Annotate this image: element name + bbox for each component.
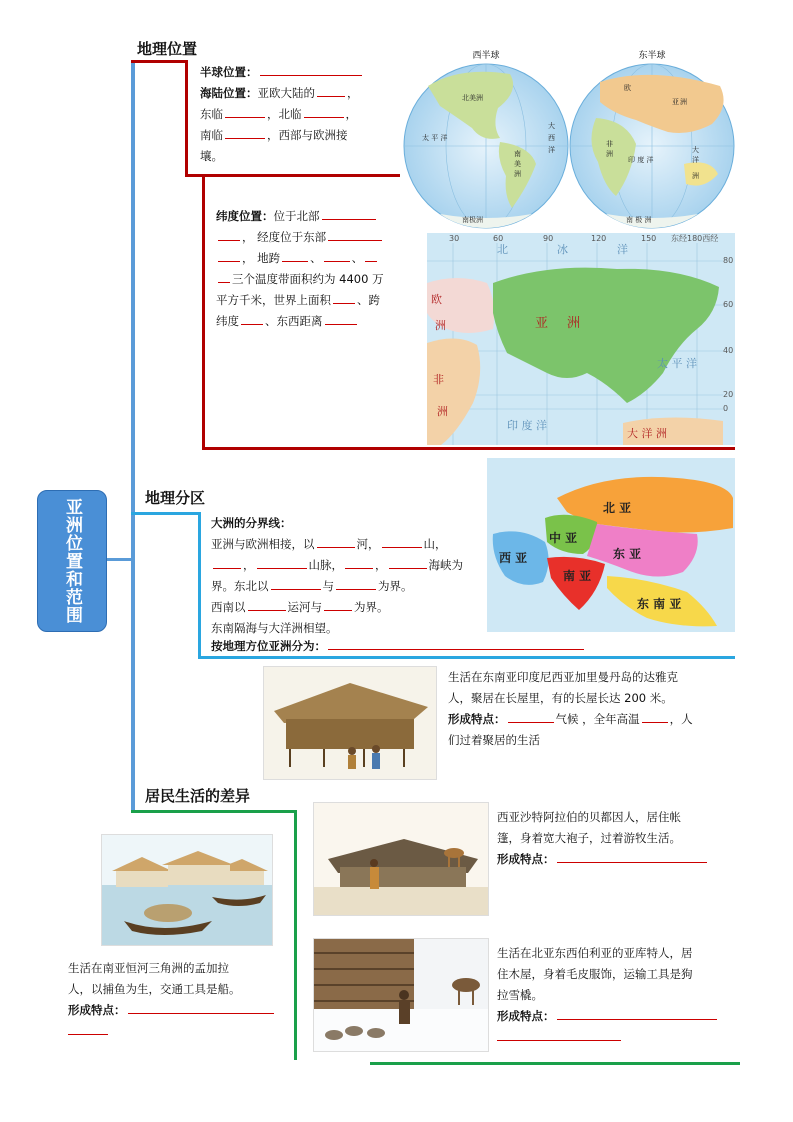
latlon-text-5: 平方千米，世界上面积 xyxy=(216,293,331,307)
tick-label: 40 xyxy=(723,346,734,355)
residents-heading: 居民生活的差异 xyxy=(145,787,251,805)
title-connector xyxy=(105,558,133,561)
location-block-2: 纬度位置：位于北部 ， 经度位于东部 ， 地跨 、 、 三个温度带面积约为 4400 万 平方千米，世界上面积 、跨 纬度 、东西距离 xyxy=(216,209,384,328)
north-asia-text xyxy=(497,943,737,1048)
blank[interactable] xyxy=(271,588,321,590)
map-label: 美 xyxy=(514,160,521,168)
blank[interactable] xyxy=(128,1012,274,1014)
map-label: 南极洲 xyxy=(462,216,483,224)
blank[interactable] xyxy=(336,588,376,590)
tick-label: 80 xyxy=(723,256,734,265)
se-text-2: 人，聚居在长屋里，有的长屋长达 200 米。 xyxy=(448,691,673,705)
latlon-text-3: ， 地跨 xyxy=(242,251,281,265)
region-text: 亚洲与欧洲相接，以 xyxy=(211,537,315,551)
tick-label: 60 xyxy=(723,300,734,309)
map-label: 洲 xyxy=(514,170,521,178)
w-text-2: 篷，身着宽大袍子，过着游牧生活。 xyxy=(497,831,681,845)
region-text: 为界。 xyxy=(354,600,389,614)
blank[interactable] xyxy=(328,648,584,650)
map-label: 太 平 洋 xyxy=(657,357,697,370)
regions-line-v xyxy=(198,512,201,658)
region-text: 为界。 xyxy=(378,579,413,593)
map-label: 太 平 洋 xyxy=(422,134,448,142)
blank[interactable] xyxy=(218,281,230,283)
map-label: 大 xyxy=(692,146,699,154)
map-label: 南 xyxy=(514,150,521,158)
latlon-label: 纬度位置： xyxy=(216,209,274,223)
region-text: 运河与 xyxy=(287,600,322,614)
residents-top-line xyxy=(131,810,296,813)
blank[interactable] xyxy=(282,260,308,262)
sea-land-text: 亚欧大陆的 xyxy=(257,86,315,100)
blank[interactable] xyxy=(328,239,382,241)
location-top-line xyxy=(131,60,187,63)
blank[interactable] xyxy=(497,1039,621,1041)
region-text: 西南以 xyxy=(211,600,246,614)
latlon-text-6: 、跨 xyxy=(357,293,380,307)
latlon-text-4: 三个温度带面积约为 4400 万 xyxy=(232,272,384,286)
blank[interactable] xyxy=(218,260,240,262)
n-label: 形成特点： xyxy=(497,1009,555,1023)
map-label: 北美洲 xyxy=(462,94,483,102)
location-block-1: 半球位置： 海陆位置：亚欧大陆的 ， 东临 ，北临 ， 南临 ，西部与欧洲接 壤。 xyxy=(200,62,400,167)
map-label: 大 xyxy=(548,122,555,130)
blank[interactable] xyxy=(248,609,286,611)
blank[interactable] xyxy=(317,546,355,548)
asia-regions-map xyxy=(487,458,735,632)
blank[interactable] xyxy=(322,218,376,220)
n-text-2: 住木屋，身着毛皮服饰，运输工具是狗 xyxy=(497,967,693,981)
region-label: 中 亚 xyxy=(549,531,578,545)
blank[interactable] xyxy=(557,1018,717,1020)
map-label: 洲 xyxy=(435,319,446,332)
region-text: 与 xyxy=(322,579,334,593)
hemisphere-label: 半球位置： xyxy=(200,65,258,79)
blank[interactable] xyxy=(333,302,355,304)
region-label: 北 亚 xyxy=(603,501,632,515)
region-label: 西 亚 xyxy=(499,551,528,565)
sea-land-label: 海陆位置： xyxy=(200,86,258,100)
map-label: 洲 xyxy=(680,98,687,106)
region-text: 山脉， xyxy=(308,558,343,572)
tick-label: 60 xyxy=(493,234,504,243)
south-asia-text xyxy=(68,958,286,1042)
map-label: 欧 xyxy=(431,293,442,306)
bedouin-tent-illustration xyxy=(313,802,489,916)
north-text: ，北临 xyxy=(267,107,302,121)
blank[interactable] xyxy=(260,74,362,76)
latlon-text-8: 、东西距离 xyxy=(265,314,323,328)
asia-map xyxy=(427,233,735,445)
blank[interactable] xyxy=(68,1033,108,1035)
direction-row xyxy=(211,636,631,657)
blank[interactable] xyxy=(325,323,357,325)
location-line-h2 xyxy=(202,447,735,450)
yakut-sled-illustration xyxy=(313,938,489,1052)
tick-label: 90 xyxy=(543,234,554,243)
blank[interactable] xyxy=(324,609,352,611)
map-label: 洲 xyxy=(567,316,581,331)
w-text-1: 西亚沙特阿拉伯的贝都因人，居住帐 xyxy=(497,810,681,824)
blank[interactable] xyxy=(225,137,265,139)
east-hemisphere-label: 东半球 xyxy=(638,51,666,61)
west-text: ，西部与欧洲接 xyxy=(267,128,348,142)
map-label: 洋 xyxy=(548,146,555,154)
direction-label: 按地理方位亚洲分为： xyxy=(211,639,326,653)
map-label: 洲 xyxy=(692,172,699,180)
region-text: 山， xyxy=(423,537,447,551)
map-label: 印 度 洋 xyxy=(628,156,654,164)
n-text-3: 拉雪橇。 xyxy=(497,988,543,1002)
east-text: 东临 xyxy=(200,107,223,121)
n-text-1: 生活在北亚东西伯利亚的亚库特人，居 xyxy=(497,946,693,960)
map-label: 印 度 洋 xyxy=(507,419,547,432)
blank[interactable] xyxy=(218,239,240,241)
west-text-2: 壤。 xyxy=(200,149,223,163)
region-label: 东 南 亚 xyxy=(637,597,682,611)
tick-label: 30 xyxy=(449,234,460,243)
bangladesh-boats-illustration xyxy=(101,834,273,946)
blank[interactable] xyxy=(257,567,307,569)
region-text: 东南隔海与大洋洲相望。 xyxy=(211,621,338,635)
regions-block: 大洲的分界线： 亚洲与欧洲相接，以 河， 山， ， 山脉， ， 海峡为 界。东北以 与 为界。 西南以 运河与 为界。 东南隔海与大洋洲相望。 xyxy=(211,513,481,639)
main-vertical-line xyxy=(131,60,135,812)
region-text: 海峡为 xyxy=(428,558,463,572)
se-text-4: ，人 xyxy=(669,712,693,726)
blank[interactable] xyxy=(324,260,350,262)
map-label: 洋 xyxy=(617,243,628,256)
location-line-v1 xyxy=(185,60,188,176)
map-label: 南 极 洲 xyxy=(626,216,652,224)
location-heading: 地理位置 xyxy=(137,40,198,58)
map-label: 非 xyxy=(433,373,444,386)
regions-top-line xyxy=(131,512,201,515)
boundary-label: 大洲的分界线： xyxy=(211,516,292,530)
latlon-text-1: 位于北部 xyxy=(273,209,320,223)
region-label: 南 亚 xyxy=(563,569,592,583)
map-label: 北 xyxy=(497,243,508,256)
map-label: 亚 xyxy=(535,316,549,331)
region-text: 河， xyxy=(356,537,380,551)
tick-label: 150 xyxy=(641,234,657,243)
location-line-h1 xyxy=(185,174,400,177)
map-label: 洲 xyxy=(437,405,448,418)
tick-label: 120 xyxy=(591,234,607,243)
blank[interactable] xyxy=(304,116,344,118)
blank[interactable] xyxy=(213,567,241,569)
blank[interactable] xyxy=(508,721,554,723)
se-label: 形成特点： xyxy=(448,712,506,726)
s-label: 形成特点： xyxy=(68,1003,126,1017)
residents-line-v xyxy=(294,810,297,1060)
south-text: 南临 xyxy=(200,128,223,142)
map-label: 冰 xyxy=(557,243,568,256)
location-line-v2 xyxy=(202,174,205,450)
region-label: 东 亚 xyxy=(613,547,642,561)
s-text-1: 生活在南亚恒河三角洲的孟加拉 xyxy=(68,961,229,975)
map-label: 大 洋 洲 xyxy=(627,427,667,440)
w-label: 形成特点： xyxy=(497,852,555,866)
map-label: 欧 xyxy=(624,84,631,92)
latlon-text-2: ， 经度位于东部 xyxy=(242,230,327,244)
tick-label: 20 xyxy=(723,390,734,399)
se-text-3: 气候 ，全年高温 xyxy=(555,712,640,726)
map-label: 洲 xyxy=(606,150,613,158)
region-text: 界。东北以 xyxy=(211,579,269,593)
map-label: 洋 xyxy=(692,156,699,164)
blank[interactable] xyxy=(225,116,265,118)
tick-label: 东经180西经 xyxy=(671,234,719,243)
map-label: 非 xyxy=(606,140,613,148)
main-title: 亚洲位置和范围 xyxy=(37,490,107,632)
tick-label: 0 xyxy=(723,404,729,413)
se-text-1: 生活在东南亚印度尼西亚加里曼丹岛的达雅克 xyxy=(448,670,678,684)
blank[interactable] xyxy=(642,721,668,723)
blank[interactable] xyxy=(365,260,377,262)
s-text-2: 人，以捕鱼为生，交通工具是船。 xyxy=(68,982,241,996)
latlon-text-7: 纬度 xyxy=(216,314,239,328)
blank[interactable] xyxy=(345,567,373,569)
blank[interactable] xyxy=(557,861,707,863)
west-hemisphere-label: 西半球 xyxy=(472,51,500,61)
hemisphere-maps xyxy=(400,46,740,232)
blank[interactable] xyxy=(382,546,422,548)
blank[interactable] xyxy=(317,95,345,97)
blank[interactable] xyxy=(241,323,263,325)
residents-bottom-line xyxy=(370,1062,740,1065)
southeast-asia-text xyxy=(448,667,738,751)
blank[interactable] xyxy=(389,567,427,569)
map-label: 西 xyxy=(548,134,555,142)
west-asia-text xyxy=(497,807,737,870)
map-label: 亚 xyxy=(672,98,679,106)
se-text-5: 们过着聚居的生活 xyxy=(448,733,540,747)
longhouse-illustration xyxy=(263,666,437,780)
regions-heading: 地理分区 xyxy=(145,489,206,507)
